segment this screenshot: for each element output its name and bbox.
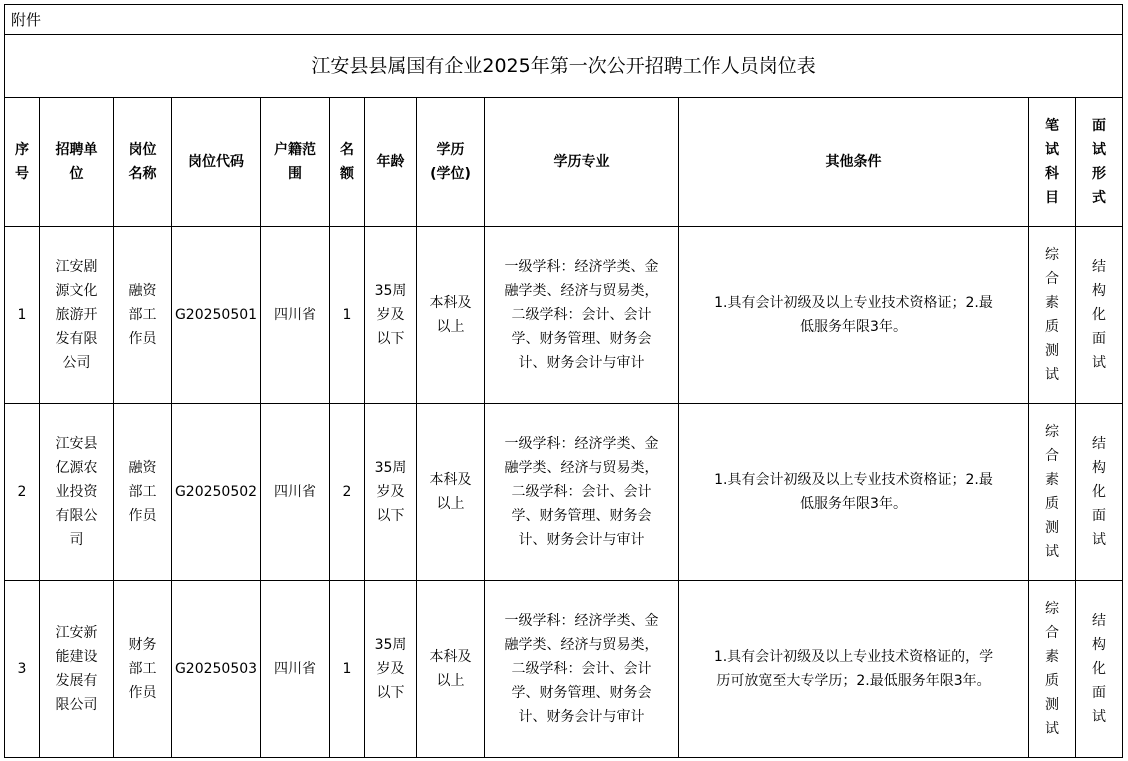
cell-line: 招聘单 [55,142,98,158]
cell-line: 结 [1092,613,1107,629]
cell-post-name [114,227,172,404]
cell-line: 号 [15,166,29,182]
cell-line: 1.具有会计初级及以上专业技术资格证；2.最 [714,295,993,311]
cell-domicile: 四川省 [261,404,330,581]
header-employer [40,98,114,227]
cell-line: 一级学科：经济学类、金 [504,436,659,452]
cell-line: 作员 [128,685,157,701]
cell-interview [1076,404,1123,581]
cell-line: 面 [1092,118,1107,134]
cell-line: 江安剧 [55,259,98,275]
cell-line: 构 [1092,637,1107,653]
cell-line: 以下 [376,508,405,524]
cell-line: 化 [1092,661,1107,677]
header-post-name [114,98,172,227]
table-row [5,404,1123,581]
cell-line: 有限公 [55,508,98,524]
cell-line: 公司 [62,355,91,371]
cell-line: 江安新 [55,625,98,641]
cell-major [485,227,679,404]
cell-line: 亿源农 [55,460,98,476]
cell-quota: 1 [330,227,365,404]
cell-line: 质 [1045,496,1059,512]
cell-age [365,581,417,758]
cell-other [679,581,1029,758]
cell-seq: 2 [5,404,40,581]
cell-line: 学、财务管理、财务会 [511,685,652,701]
header-post-code: 岗位代码 [172,98,261,227]
cell-line: 融学类、经济与贸易类， [504,460,659,476]
cell-line: 名 [340,142,354,158]
cell-line: 融资 [128,460,157,476]
cell-line: 学、财务管理、财务会 [511,508,652,524]
cell-line: (学位) [430,166,471,182]
cell-employer [40,581,114,758]
cell-major [485,404,679,581]
cell-line: 综 [1045,424,1059,440]
cell-line: 岗位 [128,142,157,158]
cell-line: 1.具有会计初级及以上专业技术资格证；2.最 [714,472,993,488]
cell-line: 二级学科：会计、会计 [511,307,652,323]
cell-line: 历可放宽至大专学历；2.最低服务年限3年。 [716,673,991,689]
cell-line: 旅游开 [55,307,98,323]
cell-line: 素 [1045,649,1059,665]
cell-age [365,404,417,581]
cell-line: 户籍范 [274,142,316,158]
cell-line: 以下 [376,685,405,701]
cell-education [417,404,485,581]
cell-line: 素 [1045,295,1059,311]
cell-line: 科 [1045,166,1059,182]
cell-line: 序 [15,142,29,158]
cell-line: 作员 [128,331,157,347]
cell-line: 计、财务会计与审计 [518,709,645,725]
cell-line: 低服务年限3年。 [800,319,907,335]
cell-line: 以上 [436,673,465,689]
cell-line: 化 [1092,484,1107,500]
page-title: 江安县县属国有企业2025年第一次公开招聘工作人员岗位表 [5,35,1123,98]
cell-line: 质 [1045,319,1059,335]
cell-line: 发有限 [55,331,98,347]
cell-line: 融学类、经济与贸易类， [504,637,659,653]
cell-other [679,227,1029,404]
cell-education [417,227,485,404]
cell-line: 融资 [128,283,157,299]
header-domicile [261,98,330,227]
cell-line: 财务 [128,637,157,653]
cell-line: 形 [1092,166,1107,182]
header-quota [330,98,365,227]
cell-line: 源文化 [55,283,98,299]
cell-line: 作员 [128,508,157,524]
cell-seq: 1 [5,227,40,404]
cell-line: 位 [69,166,84,182]
cell-line: 试 [1045,367,1059,383]
cell-line: 试 [1092,532,1107,548]
cell-line: 35周 [374,637,407,653]
cell-line: 面 [1092,508,1107,524]
cell-line: 综 [1045,247,1059,263]
cell-line: 试 [1092,355,1107,371]
cell-written [1029,581,1076,758]
cell-line: 35周 [374,283,407,299]
cell-line: 试 [1045,142,1059,158]
cell-line: 以下 [376,331,405,347]
cell-line: 本科及 [429,649,472,665]
cell-line: 学历 [436,142,465,158]
cell-seq: 3 [5,581,40,758]
cell-education [417,581,485,758]
cell-line: 面 [1092,331,1107,347]
cell-post-name [114,404,172,581]
cell-domicile: 四川省 [261,581,330,758]
cell-line: 低服务年限3年。 [800,496,907,512]
cell-line: 本科及 [429,472,472,488]
cell-line: 岁及 [376,661,405,677]
cell-line: 合 [1045,271,1059,287]
cell-line: 构 [1092,460,1107,476]
table-row [5,581,1123,758]
header-interview [1076,98,1123,227]
cell-line: 本科及 [429,295,472,311]
cell-line: 以上 [436,319,465,335]
cell-employer [40,404,114,581]
cell-quota: 1 [330,581,365,758]
cell-line: 化 [1092,307,1107,323]
cell-line: 面 [1092,685,1107,701]
cell-line: 合 [1045,448,1059,464]
header-other: 其他条件 [679,98,1029,227]
cell-line: 一级学科：经济学类、金 [504,613,659,629]
cell-line: 结 [1092,436,1107,452]
cell-line: 额 [340,166,354,182]
cell-interview [1076,227,1123,404]
cell-line: 综 [1045,601,1059,617]
cell-line: 部工 [128,661,157,677]
cell-post-code: G20250501 [172,227,261,404]
cell-line: 式 [1092,190,1107,206]
cell-line: 计、财务会计与审计 [518,532,645,548]
cell-written [1029,227,1076,404]
cell-line: 合 [1045,625,1059,641]
table-row [5,227,1123,404]
recruitment-table [4,4,1123,758]
cell-interview [1076,581,1123,758]
header-row [5,98,1123,227]
cell-line: 以上 [436,496,465,512]
cell-line: 构 [1092,283,1107,299]
cell-line: 岁及 [376,484,405,500]
header-major: 学历专业 [485,98,679,227]
cell-line: 限公司 [55,697,98,713]
cell-line: 发展有 [55,673,98,689]
cell-line: 能建设 [55,649,98,665]
cell-line: 笔 [1045,118,1059,134]
cell-employer [40,227,114,404]
cell-line: 测 [1045,520,1059,536]
cell-line: 部工 [128,484,157,500]
cell-line: 岁及 [376,307,405,323]
cell-line: 试 [1045,544,1059,560]
cell-domicile: 四川省 [261,227,330,404]
cell-line: 测 [1045,343,1059,359]
cell-line: 司 [69,532,84,548]
cell-line: 围 [288,166,302,182]
cell-line: 测 [1045,697,1059,713]
cell-age [365,227,417,404]
cell-other [679,404,1029,581]
cell-line: 江安县 [55,436,98,452]
header-seq [5,98,40,227]
cell-line: 学、财务管理、财务会 [511,331,652,347]
cell-quota: 2 [330,404,365,581]
attachment-label: 附件 [5,5,1123,35]
cell-line: 质 [1045,673,1059,689]
cell-line: 结 [1092,259,1107,275]
cell-line: 融学类、经济与贸易类， [504,283,659,299]
cell-line: 二级学科：会计、会计 [511,661,652,677]
cell-line: 试 [1045,721,1059,737]
cell-line: 部工 [128,307,157,323]
cell-line: 试 [1092,709,1107,725]
cell-line: 二级学科：会计、会计 [511,484,652,500]
header-written [1029,98,1076,227]
cell-post-name [114,581,172,758]
cell-post-code: G20250503 [172,581,261,758]
cell-line: 目 [1045,190,1059,206]
cell-line: 1.具有会计初级及以上专业技术资格证的，学 [713,649,994,665]
cell-line: 试 [1092,142,1107,158]
cell-line: 名称 [128,166,157,182]
cell-line: 业投资 [55,484,98,500]
cell-major [485,581,679,758]
header-age: 年龄 [365,98,417,227]
header-education [417,98,485,227]
cell-post-code: G20250502 [172,404,261,581]
cell-line: 35周 [374,460,407,476]
cell-line: 计、财务会计与审计 [518,355,645,371]
cell-written [1029,404,1076,581]
cell-line: 素 [1045,472,1059,488]
cell-line: 一级学科：经济学类、金 [504,259,659,275]
